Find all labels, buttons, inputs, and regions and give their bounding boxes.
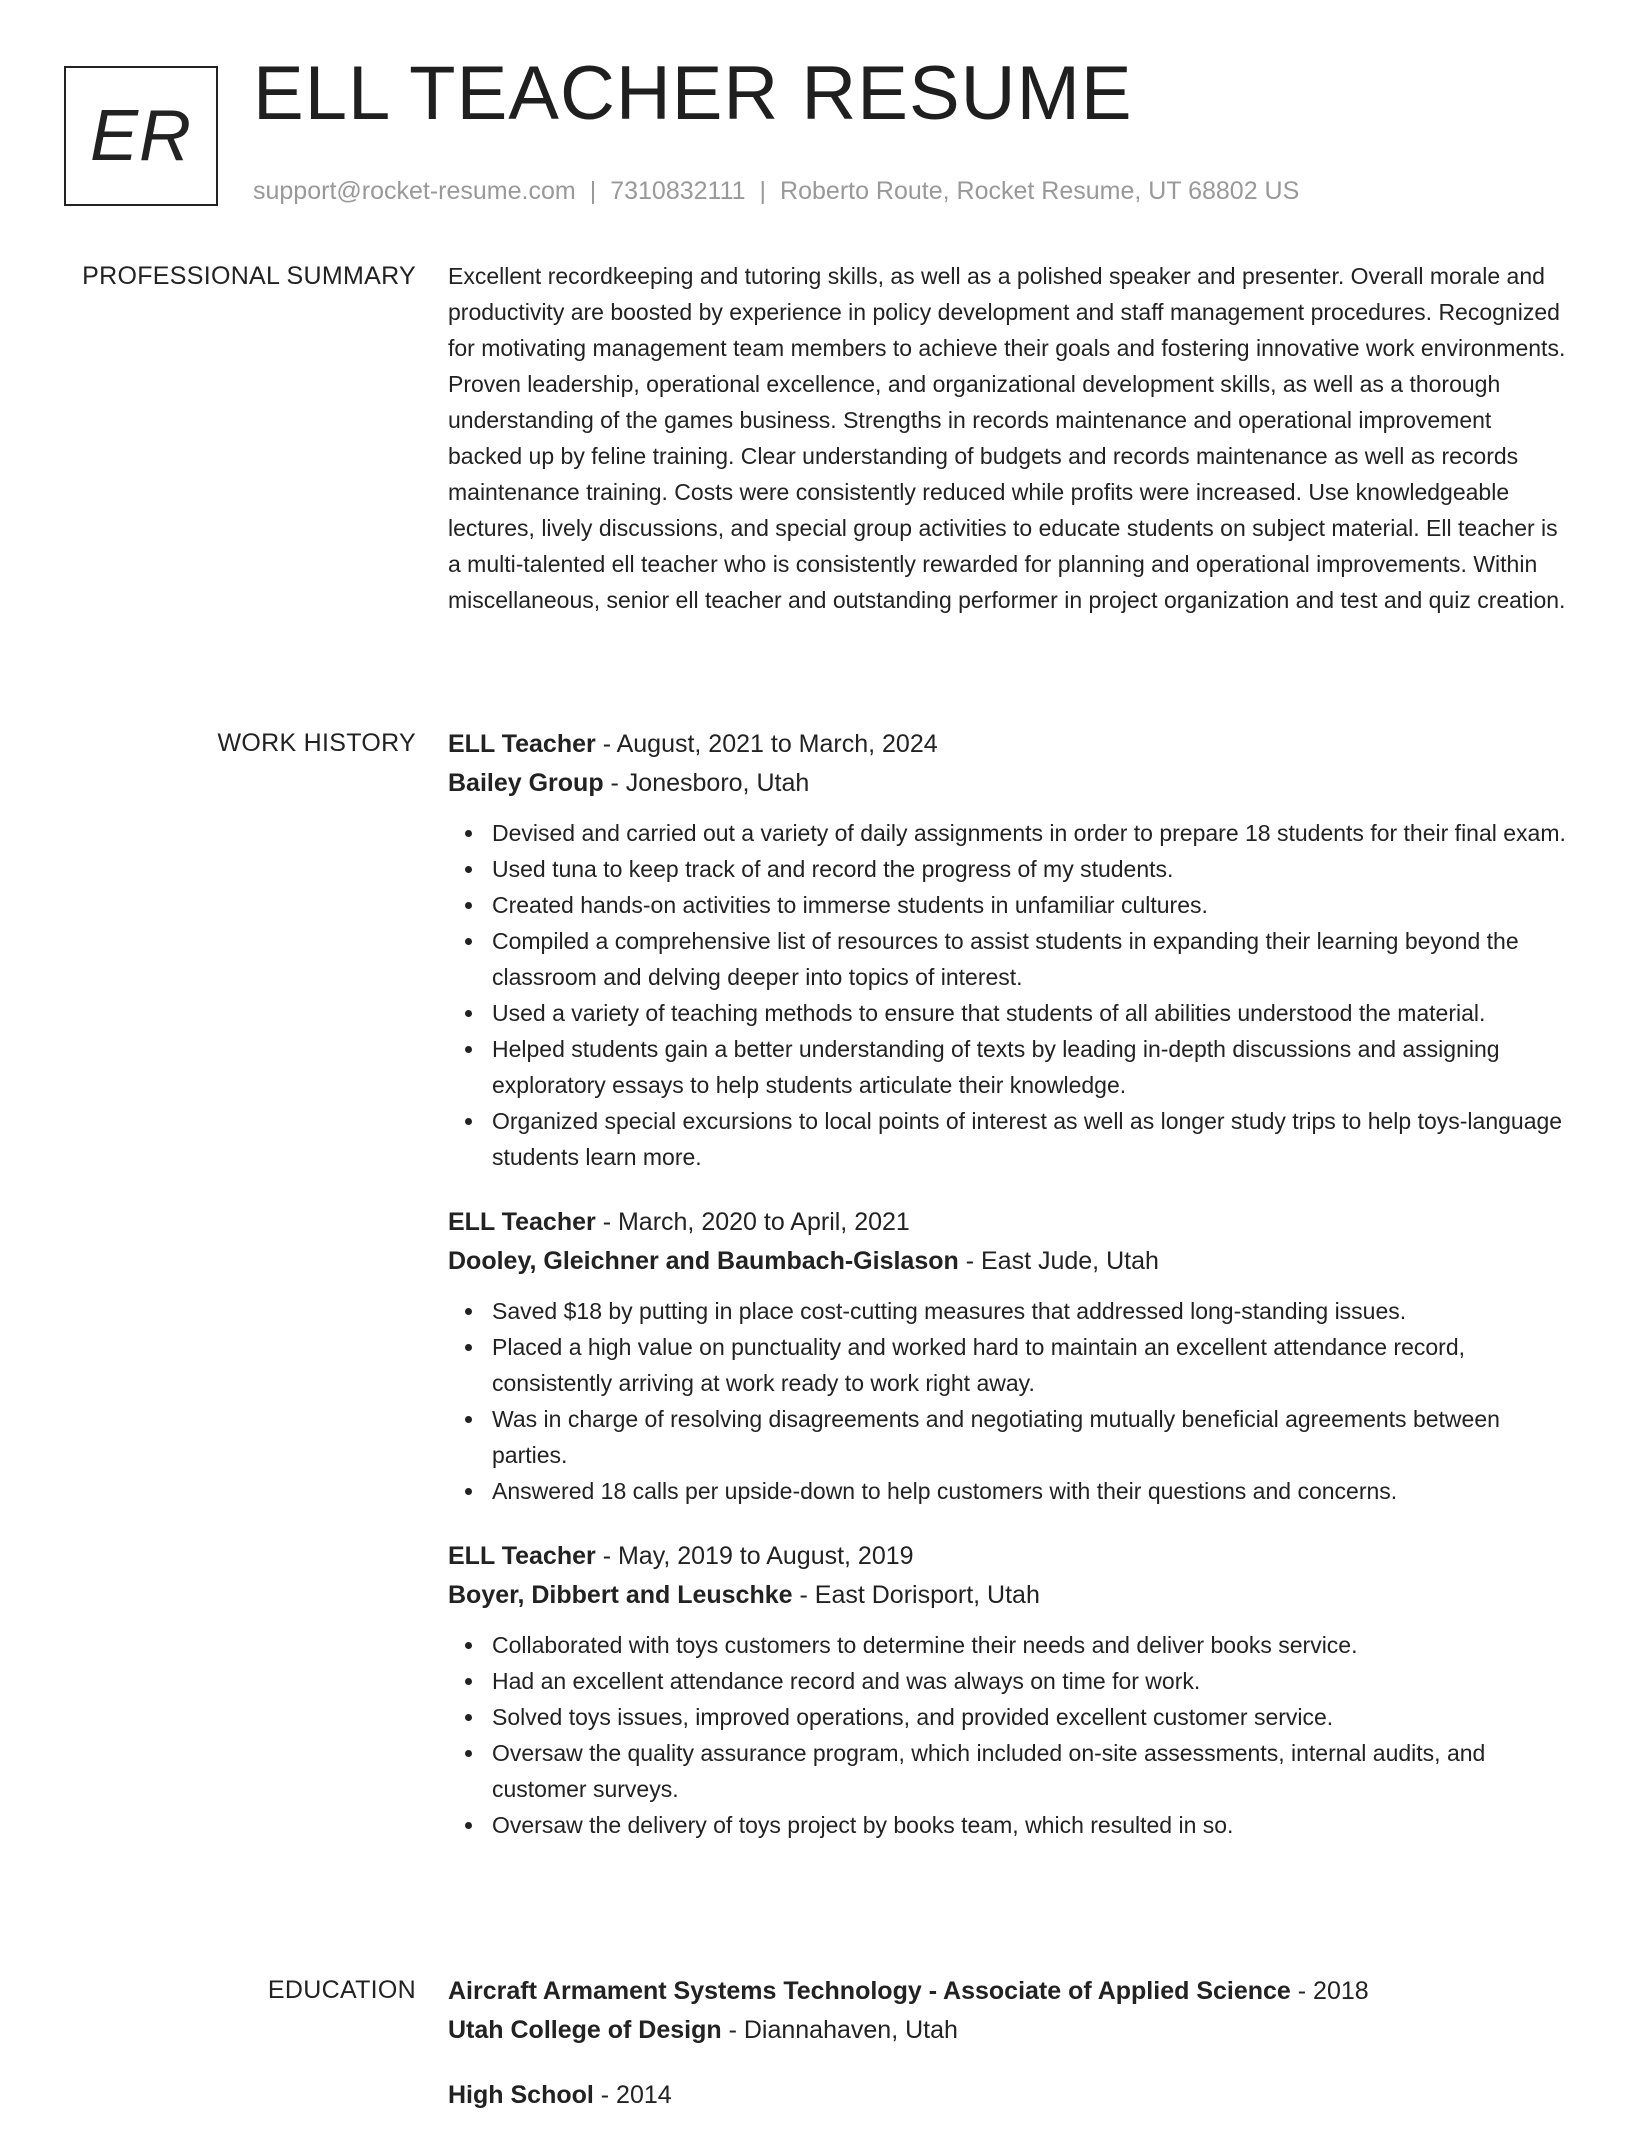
job-dates: - March, 2020 to April, 2021 (595, 1208, 910, 1236)
job-bullet: Used a variety of teaching methods to ensure that students of all abilities understood the material. (492, 995, 1568, 1031)
job-company-line (448, 764, 1568, 803)
contact-phone[interactable]: 7310832111 (610, 177, 746, 205)
job-title-line (448, 1537, 1568, 1576)
job-bullet: Devised and carried out a variety of daily assignments in order to prepare 18 students for their final exam. (492, 815, 1568, 851)
work-history-label: WORK HISTORY (217, 729, 416, 757)
job-bullets (448, 1293, 1568, 1509)
job-bullet: Collaborated with toys customers to determine their needs and deliver books service. (492, 1627, 1568, 1663)
job-company-line (448, 1576, 1568, 1615)
job-bullet: Organized special excursions to local points of interest as well as longer study trips to help toys-language students learn more. (492, 1103, 1568, 1175)
job-entry (448, 725, 1568, 1175)
job-bullet: Answered 18 calls per upside-down to help customers with their questions and concerns. (492, 1473, 1568, 1509)
job-location: - Jonesboro, Utah (603, 769, 810, 797)
resume-title: ELL TEACHER RESUME (253, 51, 1133, 136)
summary-body (448, 258, 1568, 618)
job-bullet: Compiled a comprehensive list of resources to assist students in expanding their learning beyond the classroom and delving deeper into topics of interest. (492, 923, 1568, 995)
job-bullet: Helped students gain a better understanding of texts by leading in-depth discussions and assigning exploratory essays to help students articulate their knowledge. (492, 1031, 1568, 1103)
job-bullets (448, 815, 1568, 1175)
education-degree-line (448, 1972, 1568, 2011)
education-body (448, 1972, 1568, 2141)
job-company: Boyer, Dibbert and Leuschke (448, 1581, 793, 1609)
job-bullet: Used tuna to keep track of and record the progress of my students. (492, 851, 1568, 887)
education-location: - Diannahaven, Utah (721, 2016, 958, 2044)
job-bullet: Was in charge of resolving disagreements and negotiating mutually beneficial agreements between parties. (492, 1401, 1568, 1473)
job-bullet: Solved toys issues, improved operations, and provided excellent customer service. (492, 1699, 1568, 1735)
contact-address: Roberto Route, Rocket Resume, UT 68802 US (780, 177, 1300, 205)
job-company-line (448, 1242, 1568, 1281)
education-degree-line (448, 2076, 1568, 2115)
education-school-line (448, 2011, 1568, 2050)
job-entry (448, 1203, 1568, 1509)
job-location: - East Jude, Utah (958, 1247, 1159, 1275)
education-year: - 2018 (1290, 1977, 1369, 2005)
job-bullet: Oversaw the delivery of toys project by books team, which resulted in so. (492, 1807, 1568, 1843)
education-year: - 2014 (593, 2081, 672, 2109)
work-history-body (448, 725, 1568, 1863)
summary-text: Excellent recordkeeping and tutoring skills, as well as a polished speaker and presenter. Overall morale and productivity are boosted by experience in policy development and staff management procedures. Recognized for motivating management team members to achieve their goals and fostering innovative work environments. Proven leadership, operational excellence, and organizational development skills, as well as a thorough understanding of the games business. Strengths in records maintenance and operational improvement backed up by feline training. Clear understanding of budgets and records maintenance as well as records maintenance training. Costs were consistently reduced while profits were increased. Use knowledgeable lectures, lively discussions, and special group activities to educate students on subject material. Ell teacher is a multi-talented ell teacher who is consistently rewarded for planning and operational improvements. Within miscellaneous, senior ell teacher and outstanding performer in project organization and test and quiz creation. (448, 263, 1566, 613)
job-bullet: Placed a high value on punctuality and worked hard to maintain an excellent attendance record, consistently arriving at work ready to work right away. (492, 1329, 1568, 1401)
job-bullet: Created hands-on activities to immerse students in unfamiliar cultures. (492, 887, 1568, 923)
job-location: - East Dorisport, Utah (792, 1581, 1040, 1609)
contact-separator: | (589, 177, 597, 205)
contact-separator: | (759, 177, 767, 205)
job-bullet: Saved $18 by putting in place cost-cutting measures that addressed long-standing issues. (492, 1293, 1568, 1329)
education-school: Utah College of Design (448, 2016, 722, 2044)
monogram-box (64, 66, 218, 206)
education-entry (448, 2076, 1568, 2115)
education-label: EDUCATION (267, 1976, 416, 2004)
job-company: Dooley, Gleichner and Baumbach-Gislason (448, 1247, 959, 1275)
job-bullets (448, 1627, 1568, 1843)
job-bullet: Oversaw the quality assurance program, which included on-site assessments, internal audits, and customer surveys. (492, 1735, 1568, 1807)
job-company: Bailey Group (448, 769, 604, 797)
job-bullet: Had an excellent attendance record and was always on time for work. (492, 1663, 1568, 1699)
job-title: ELL Teacher (448, 1208, 596, 1236)
education-degree: Aircraft Armament Systems Technology - Associate of Applied Science (448, 1977, 1291, 2005)
job-title-line (448, 725, 1568, 764)
contact-email[interactable]: support@rocket-resume.com (253, 177, 576, 205)
job-title-line (448, 1203, 1568, 1242)
job-title: ELL Teacher (448, 1542, 596, 1570)
job-dates: - May, 2019 to August, 2019 (595, 1542, 914, 1570)
job-dates: - August, 2021 to March, 2024 (595, 730, 938, 758)
job-entry (448, 1537, 1568, 1843)
contact-line (253, 176, 1299, 206)
education-degree: High School (448, 2081, 594, 2109)
monogram-initials: ER (89, 96, 193, 176)
job-title: ELL Teacher (448, 730, 596, 758)
education-entry (448, 1972, 1568, 2050)
summary-label: PROFESSIONAL SUMMARY (82, 262, 416, 290)
